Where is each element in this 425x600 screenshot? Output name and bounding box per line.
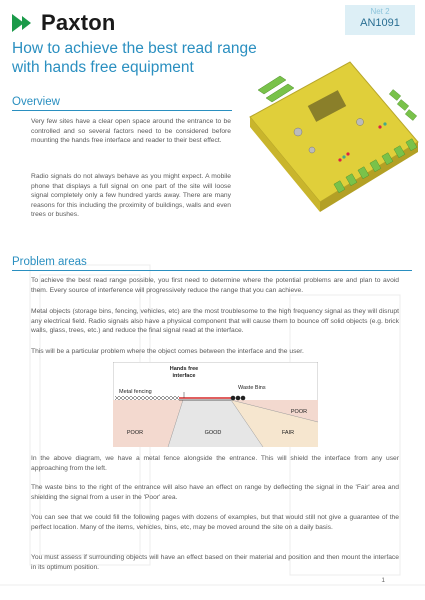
label-waste-bins: Waste Bins [238, 385, 266, 391]
label-poor-left: POOR [126, 430, 144, 436]
label-interface: interface [172, 373, 196, 379]
section-divider [12, 270, 412, 271]
controller-device-image [240, 32, 420, 237]
problem-paragraph-4: In the above diagram, we have a metal fence alongside the entrance. This will shield the interface from any user approaching from the left. [31, 455, 399, 472]
document-code-badge [345, 5, 415, 35]
problem-paragraph-5: The waste bins to the right of the entrance will also have an effect on range by deflecting the signal in the 'Fair' area and shielding the signal from a user in the 'Poor' area. [31, 484, 399, 501]
overview-paragraph-2: Radio signals do not always behave as you might expect. A mobile phone that displays a full signal on one part of the site will loose signal completely only a few hundred yards away. There are many reasons for this including the proximity of buildings, walls and even trees or bushes. [31, 173, 231, 219]
section-heading-problem-areas: Problem areas [12, 256, 87, 268]
read-range-diagram [113, 362, 318, 447]
section-heading-overview: Overview [12, 96, 60, 108]
label-hands-free: Hands free [169, 366, 199, 372]
overview-paragraph-1: Very few sites have a clear open space around the entrance to be controlled and so several factors need to be considered before mounting the hands free interface and reader to their best effect. [31, 118, 231, 145]
label-metal-fencing: Metal fencing [119, 389, 152, 395]
brand-name: Paxton [41, 10, 116, 35]
logo-arrow-icon [22, 16, 31, 30]
page-title: How to achieve the best read range with hands free equipment [12, 40, 257, 76]
problem-paragraph-7: You must assess if surrounding objects will have an effect based on their material and position and then mount the interface in its optimum position. [31, 554, 399, 571]
waste-bins [231, 396, 246, 401]
doc-code: AN1091 [360, 17, 400, 29]
page-number: 1 [381, 577, 385, 584]
section-divider [12, 110, 232, 111]
diagram-svg [113, 362, 318, 447]
problem-paragraph-2: Metal objects (storage bins, fencing, vehicles, etc) are the most troublesome to the high frequency signal as they will disrupt any electrical field. Radio signals also have a physical component that will cause them to bounce off solid objects (e.g. brick walls, glass, trees, etc.) and reduce the final signal read at the interface. [31, 308, 399, 335]
label-fair: FAIR [281, 430, 295, 436]
label-poor-right: POOR [290, 409, 308, 415]
problem-paragraph-1: To achieve the best read range possible, you first need to determine where the potential problems are and plan to avoid them. Every source of interference will progressively reduce the range that you can achieve. [31, 277, 399, 294]
problem-paragraph-3: This will be a particular problem where the object comes between the interface and the user. [31, 348, 304, 355]
label-good: GOOD [204, 430, 222, 436]
paxton-logo [12, 10, 116, 36]
product-label: Net 2 [370, 7, 390, 16]
problem-paragraph-6: You can see that we could fill the following pages with dozens of examples, but that would still not give a guarantee of the perfect location. Many of the items, vehicles, bins, etc, may be moved around the site on a daily basis. [31, 514, 399, 531]
